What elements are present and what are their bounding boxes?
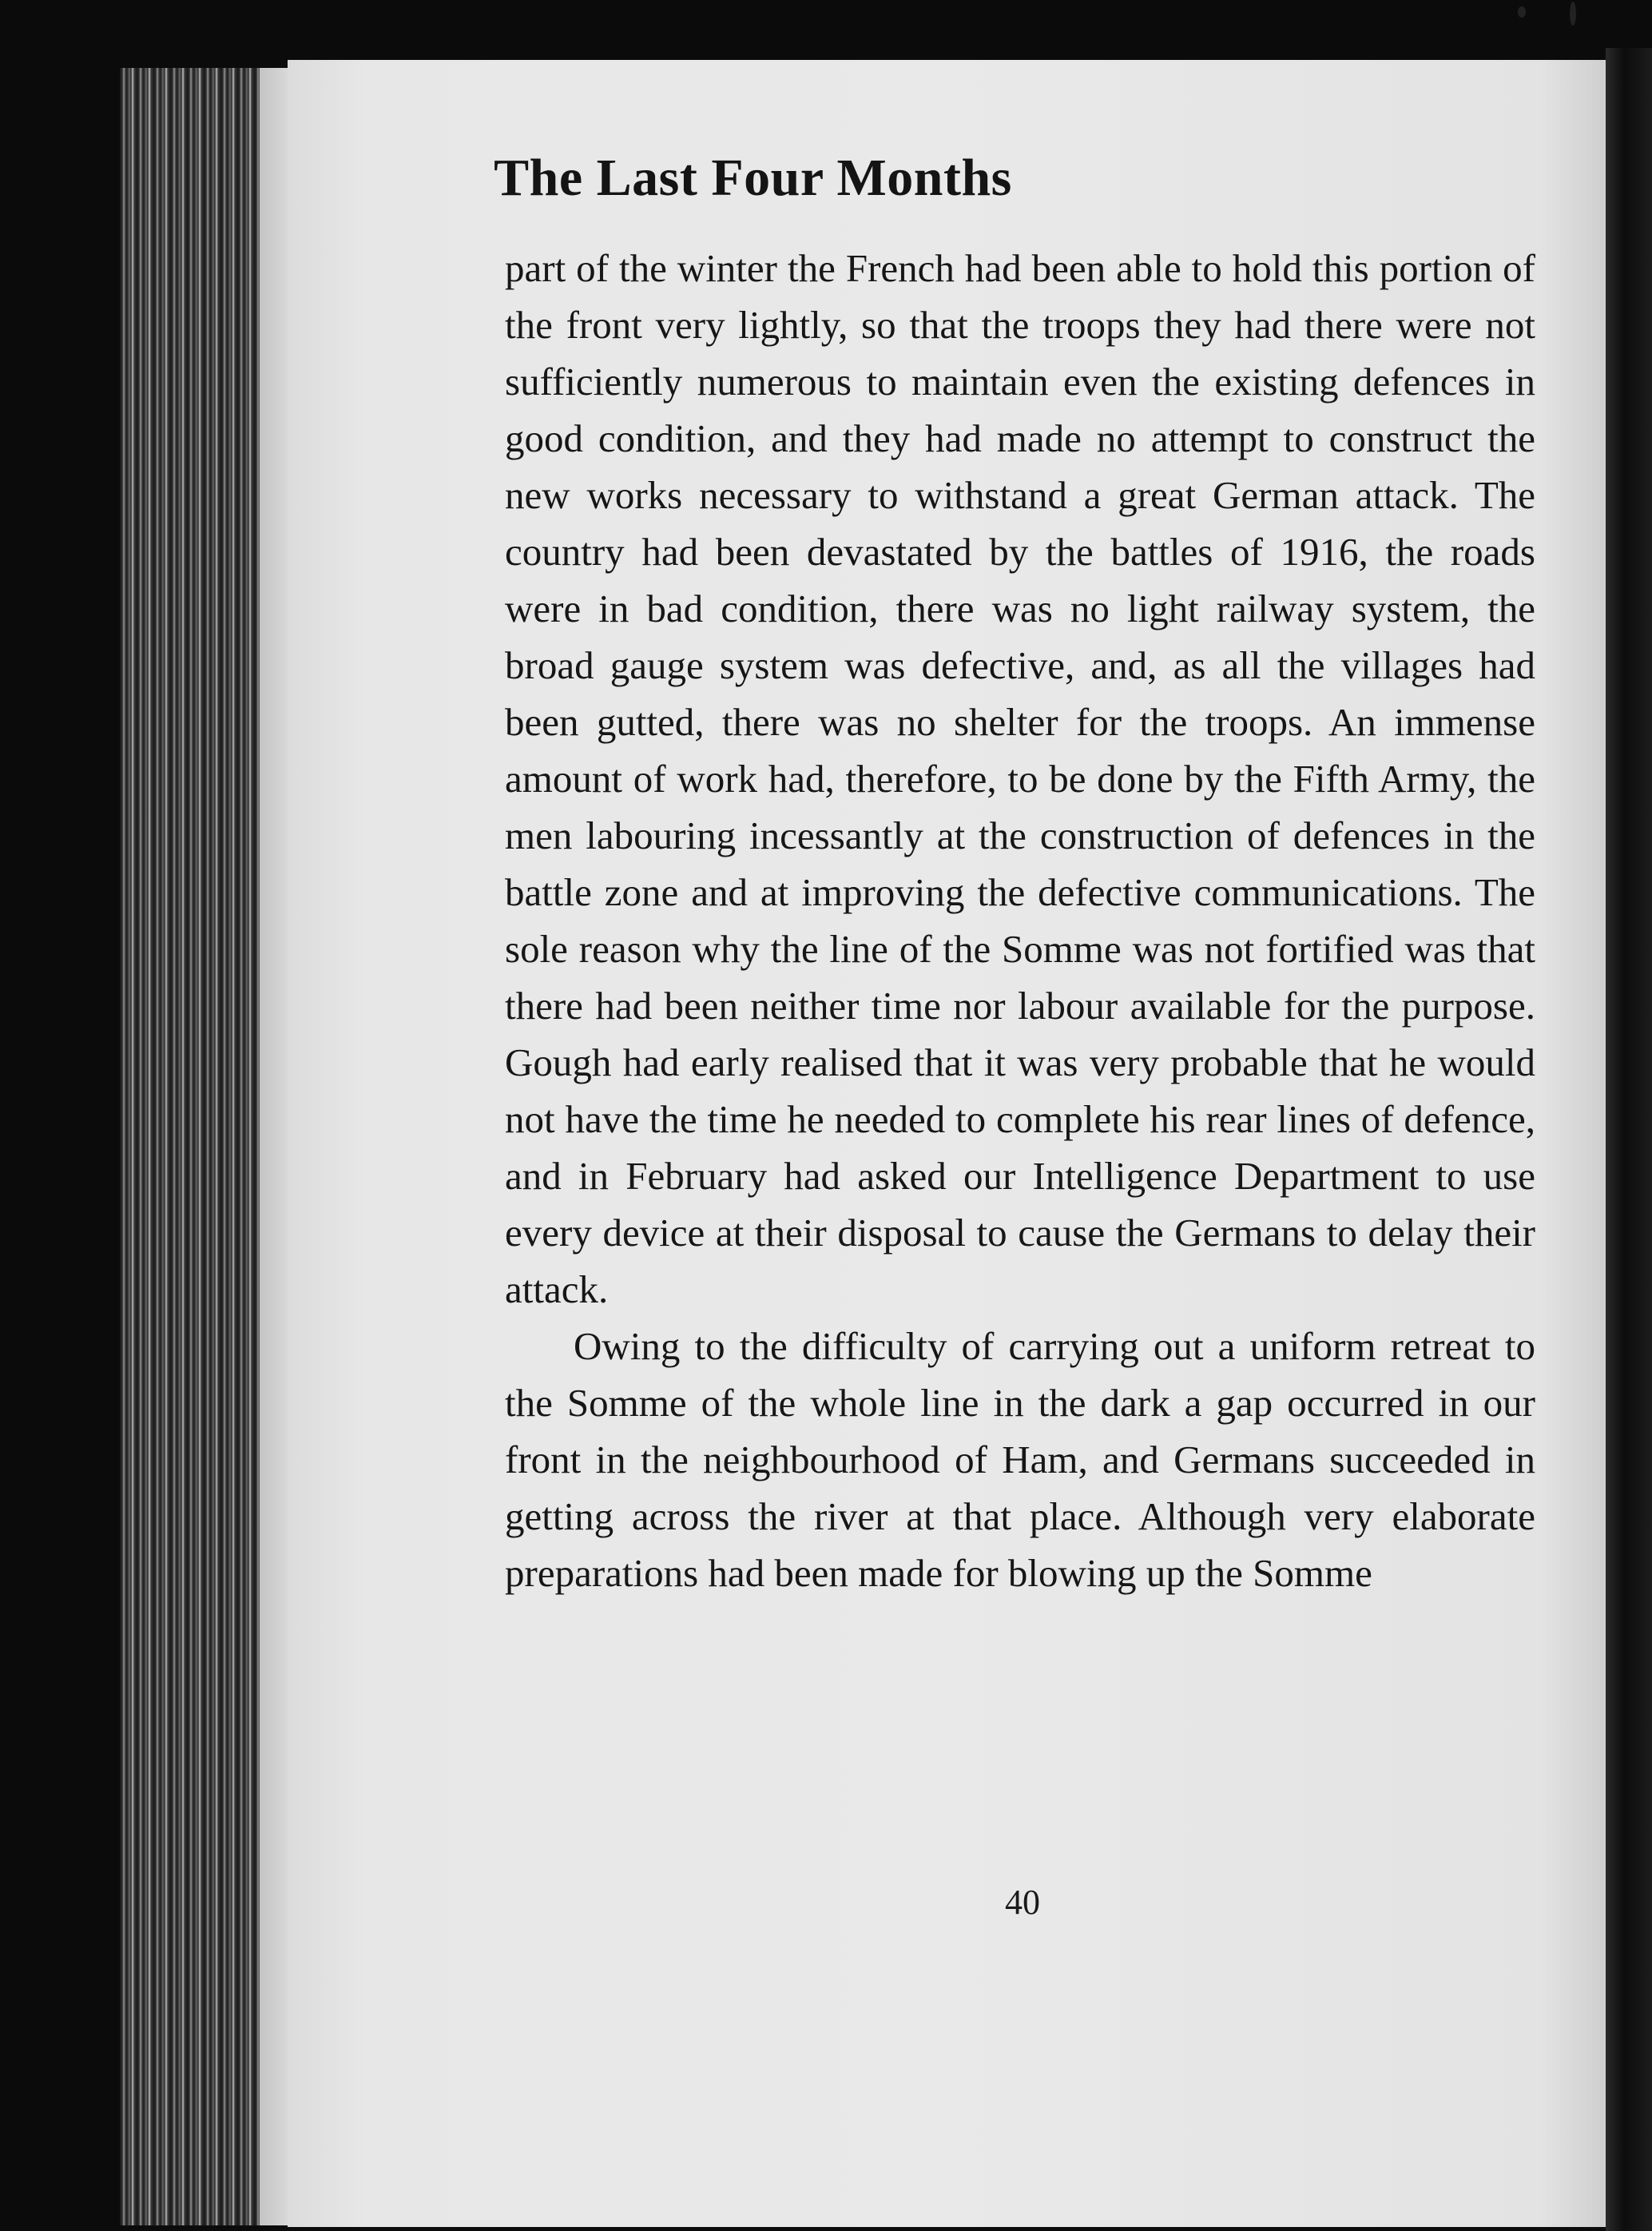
running-head: The Last Four Months — [494, 149, 1012, 207]
scan-speck — [1570, 2, 1576, 26]
paragraph: part of the winter the French had been able to hold this portion of the front very lightly, so that the troops they had there were not sufficiently numerous to maintain even the existing defences in good condition, and they had made no attempt to construct the new works necessary to withstand a great German attack. The country had been devastated by the battles of 1916, the roads were in bad condition, there was no light railway system, the broad gauge system was defective, and, as all the villages had been gutted, there was no shelter for the troops. An immense amount of work had, therefore, to be done by the Fifth Army, the men labouring incessantly at the construction of defences in the battle zone and at improving the defective communications. The sole reason why the line of the Somme was not fortified was that there had been neither time nor labour available for the purpose. Gough had early realised that it was very probable that he would not have the time he needed to complete his rear lines of defence, and in February had asked our Intelligence Department to use every device at their disposal to cause the Germans to delay their attack. — [505, 246, 1535, 1311]
book-page-edges — [120, 68, 292, 2225]
paragraph: Owing to the difficulty of carrying out a uniform retreat to the Somme of the whole line in the dark a gap occurred in our front in the neighbourhood of Ham, and Germans succeeded in getting across the river at that place. Although very elaborate preparations had been made for blowing up the Somme — [505, 1324, 1535, 1595]
page-number: 40 — [1005, 1883, 1040, 1922]
body-text — [505, 240, 1535, 1601]
book-binding-edge — [1606, 48, 1652, 2231]
scan-speck — [1518, 6, 1526, 18]
